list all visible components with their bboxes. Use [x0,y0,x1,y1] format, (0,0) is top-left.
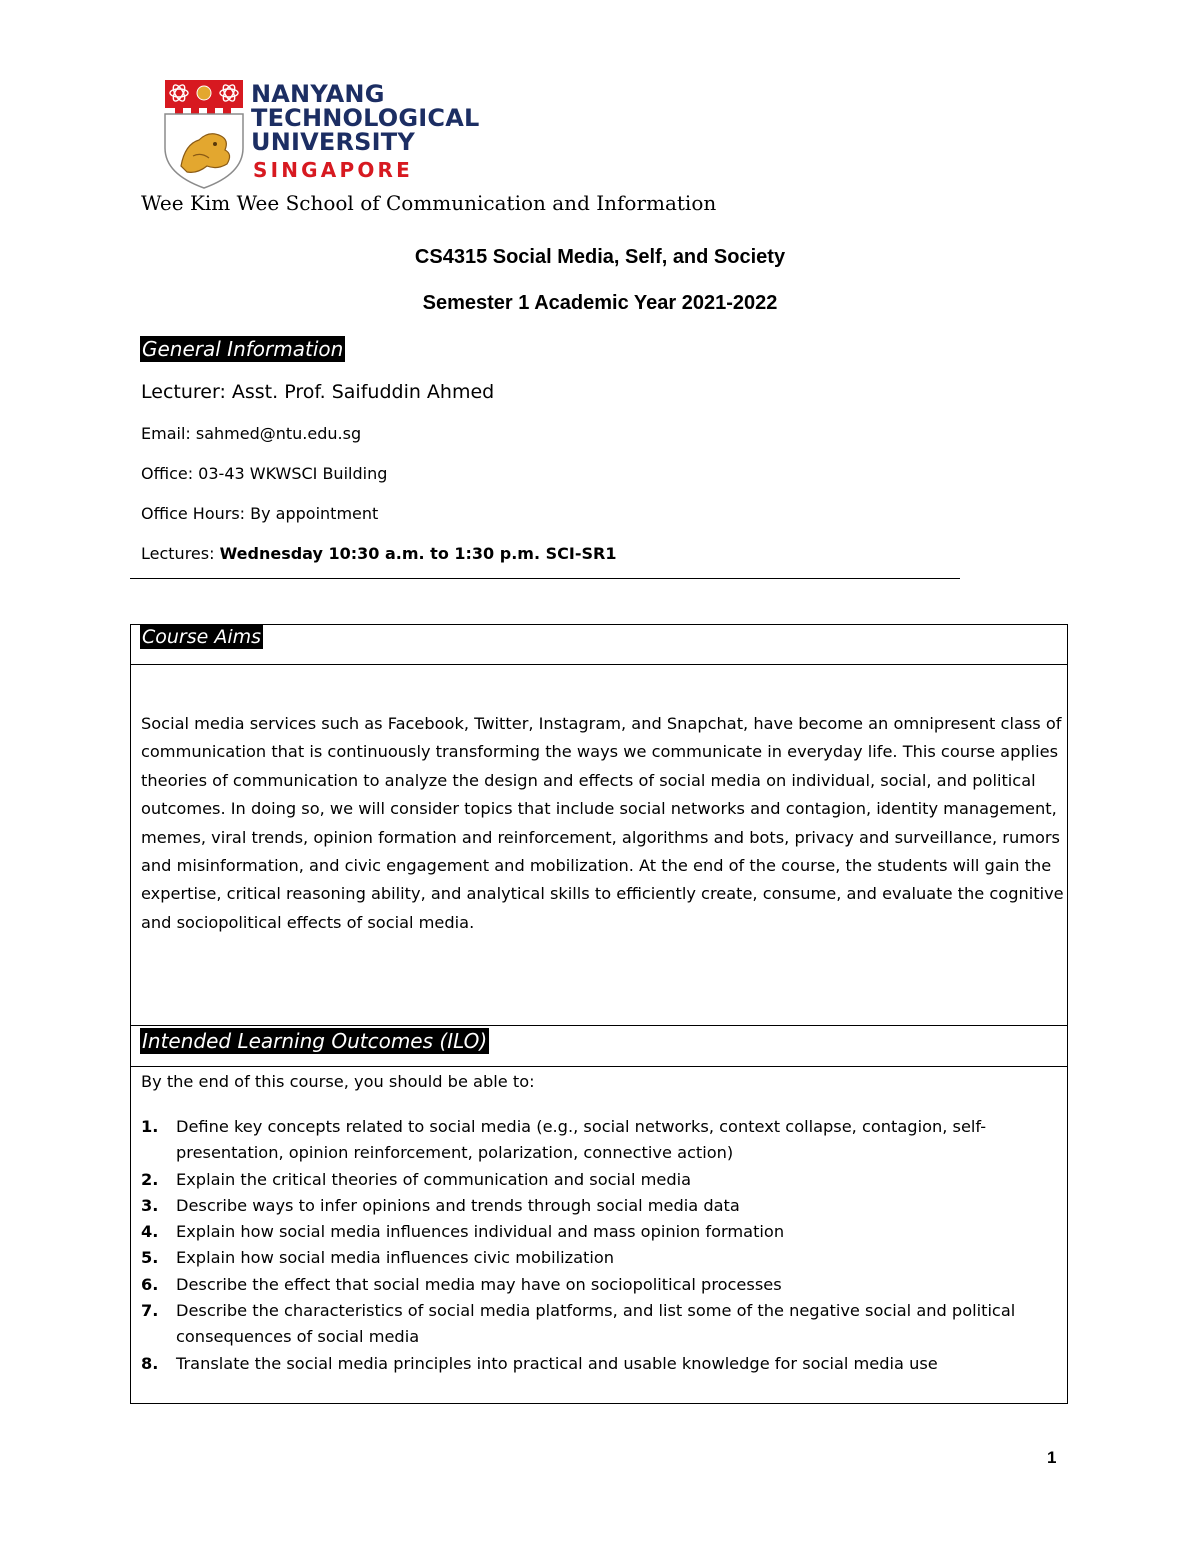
ilo-item-text: Describe the effect that social media may have on sociopolitical processes [176,1274,782,1294]
course-aims-paragraph: Social media services such as Facebook, Twitter, Instagram, and Snapchat, have become an omnipresent class of communication that is continuously transforming the ways we communicate in everyday life. This course applies theories of communication to analyze the design and effects of social media on individual, social, and political outcomes. In doing so, we will consider topics that include social networks and contagion, identity management, memes, viral trends, opinion formation and reinforcement, algorithms and bots, privacy and surveillance, rumors and misinformation, and civic engagement and mobilization. At the end of the course, the students will gain the expertise, critical reasoning ability, and analytical skills to efficiently create, consume, and evaluate the cognitive and sociopolitical effects of social media. [141,714,1064,932]
ilo-item [141,1351,1066,1377]
lectures-line [141,544,616,563]
ilo-item [141,1272,1066,1298]
ntu-logo [163,78,480,190]
school-name: Wee Kim Wee School of Communication and Information [141,191,717,215]
ilo-item-number: 2. [141,1169,159,1189]
ilo-item-number: 6. [141,1274,159,1294]
logo-line-technological: TECHNOLOGICAL [251,104,480,132]
box-row-divider [130,1066,1068,1067]
ilo-item-text: Explain how social media influences civic mobilization [176,1248,615,1268]
course-aims-heading-text: Course Aims [142,626,262,648]
logo-line-singapore: SINGAPORE [253,158,414,182]
page-number: 1 [1047,1448,1057,1467]
ilo-item-text: Translate the social media principles into practical and usable knowledge for social media use [176,1353,938,1373]
box-row-divider [130,664,1068,665]
ilo-item-number: 4. [141,1222,159,1242]
general-information-heading-text: General Information [142,337,344,361]
semester-title: Semester 1 Academic Year 2021-2022 [422,292,778,314]
logo-line-nanyang: NANYANG [251,80,385,108]
ilo-item-number: 8. [141,1353,159,1373]
office-line: Office: 03-43 WKWSCI Building [141,464,388,483]
lecturer-line: Lecturer: Asst. Prof. Saifuddin Ahmed [141,381,495,403]
course-aims-heading [140,626,263,648]
ilo-item-text: Describe the characteristics of social media platforms, and list some of the negative social and political consequences of social media [176,1301,1016,1347]
general-information-heading [140,337,345,361]
ilo-intro: By the end of this course, you should be able to: [141,1072,535,1091]
ilo-item [141,1298,1066,1351]
ilo-item-text: Define key concepts related to social media (e.g., social networks, context collapse, contagion, self-presentation, opinion reinforcement, polarization, connective action) [176,1117,987,1163]
ilo-list [141,1114,1066,1377]
ilo-item [141,1245,1066,1271]
ilo-item-text: Explain the critical theories of communication and social media [176,1169,692,1189]
ilo-heading-text: Intended Learning Outcomes (ILO) [142,1029,488,1053]
ilo-item-number: 5. [141,1248,159,1268]
ilo-heading [140,1029,489,1053]
ilo-item-text: Describe ways to infer opinions and trends through social media data [176,1195,740,1215]
ilo-item-text: Explain how social media influences individual and mass opinion formation [176,1222,785,1242]
ilo-item-number: 3. [141,1195,159,1215]
ilo-item-number: 7. [141,1301,159,1321]
ilo-item [141,1167,1066,1193]
lectures-label: Lectures: [141,544,220,563]
ilo-item [141,1219,1066,1245]
course-title: CS4315 Social Media, Self, and Society [414,246,786,268]
lectures-value: Wednesday 10:30 a.m. to 1:30 p.m. SCI-SR1 [219,544,617,563]
logo-line-university: UNIVERSITY [251,128,415,156]
ilo-item-number: 1. [141,1117,159,1136]
ilo-item [141,1193,1066,1219]
office-hours-line: Office Hours: By appointment [141,504,379,523]
ntu-crest-icon [163,78,247,190]
box-row-divider [130,1025,1068,1026]
email-line: Email: sahmed@ntu.edu.sg [141,424,362,443]
section-divider [130,578,960,579]
ilo-item [141,1114,1066,1167]
